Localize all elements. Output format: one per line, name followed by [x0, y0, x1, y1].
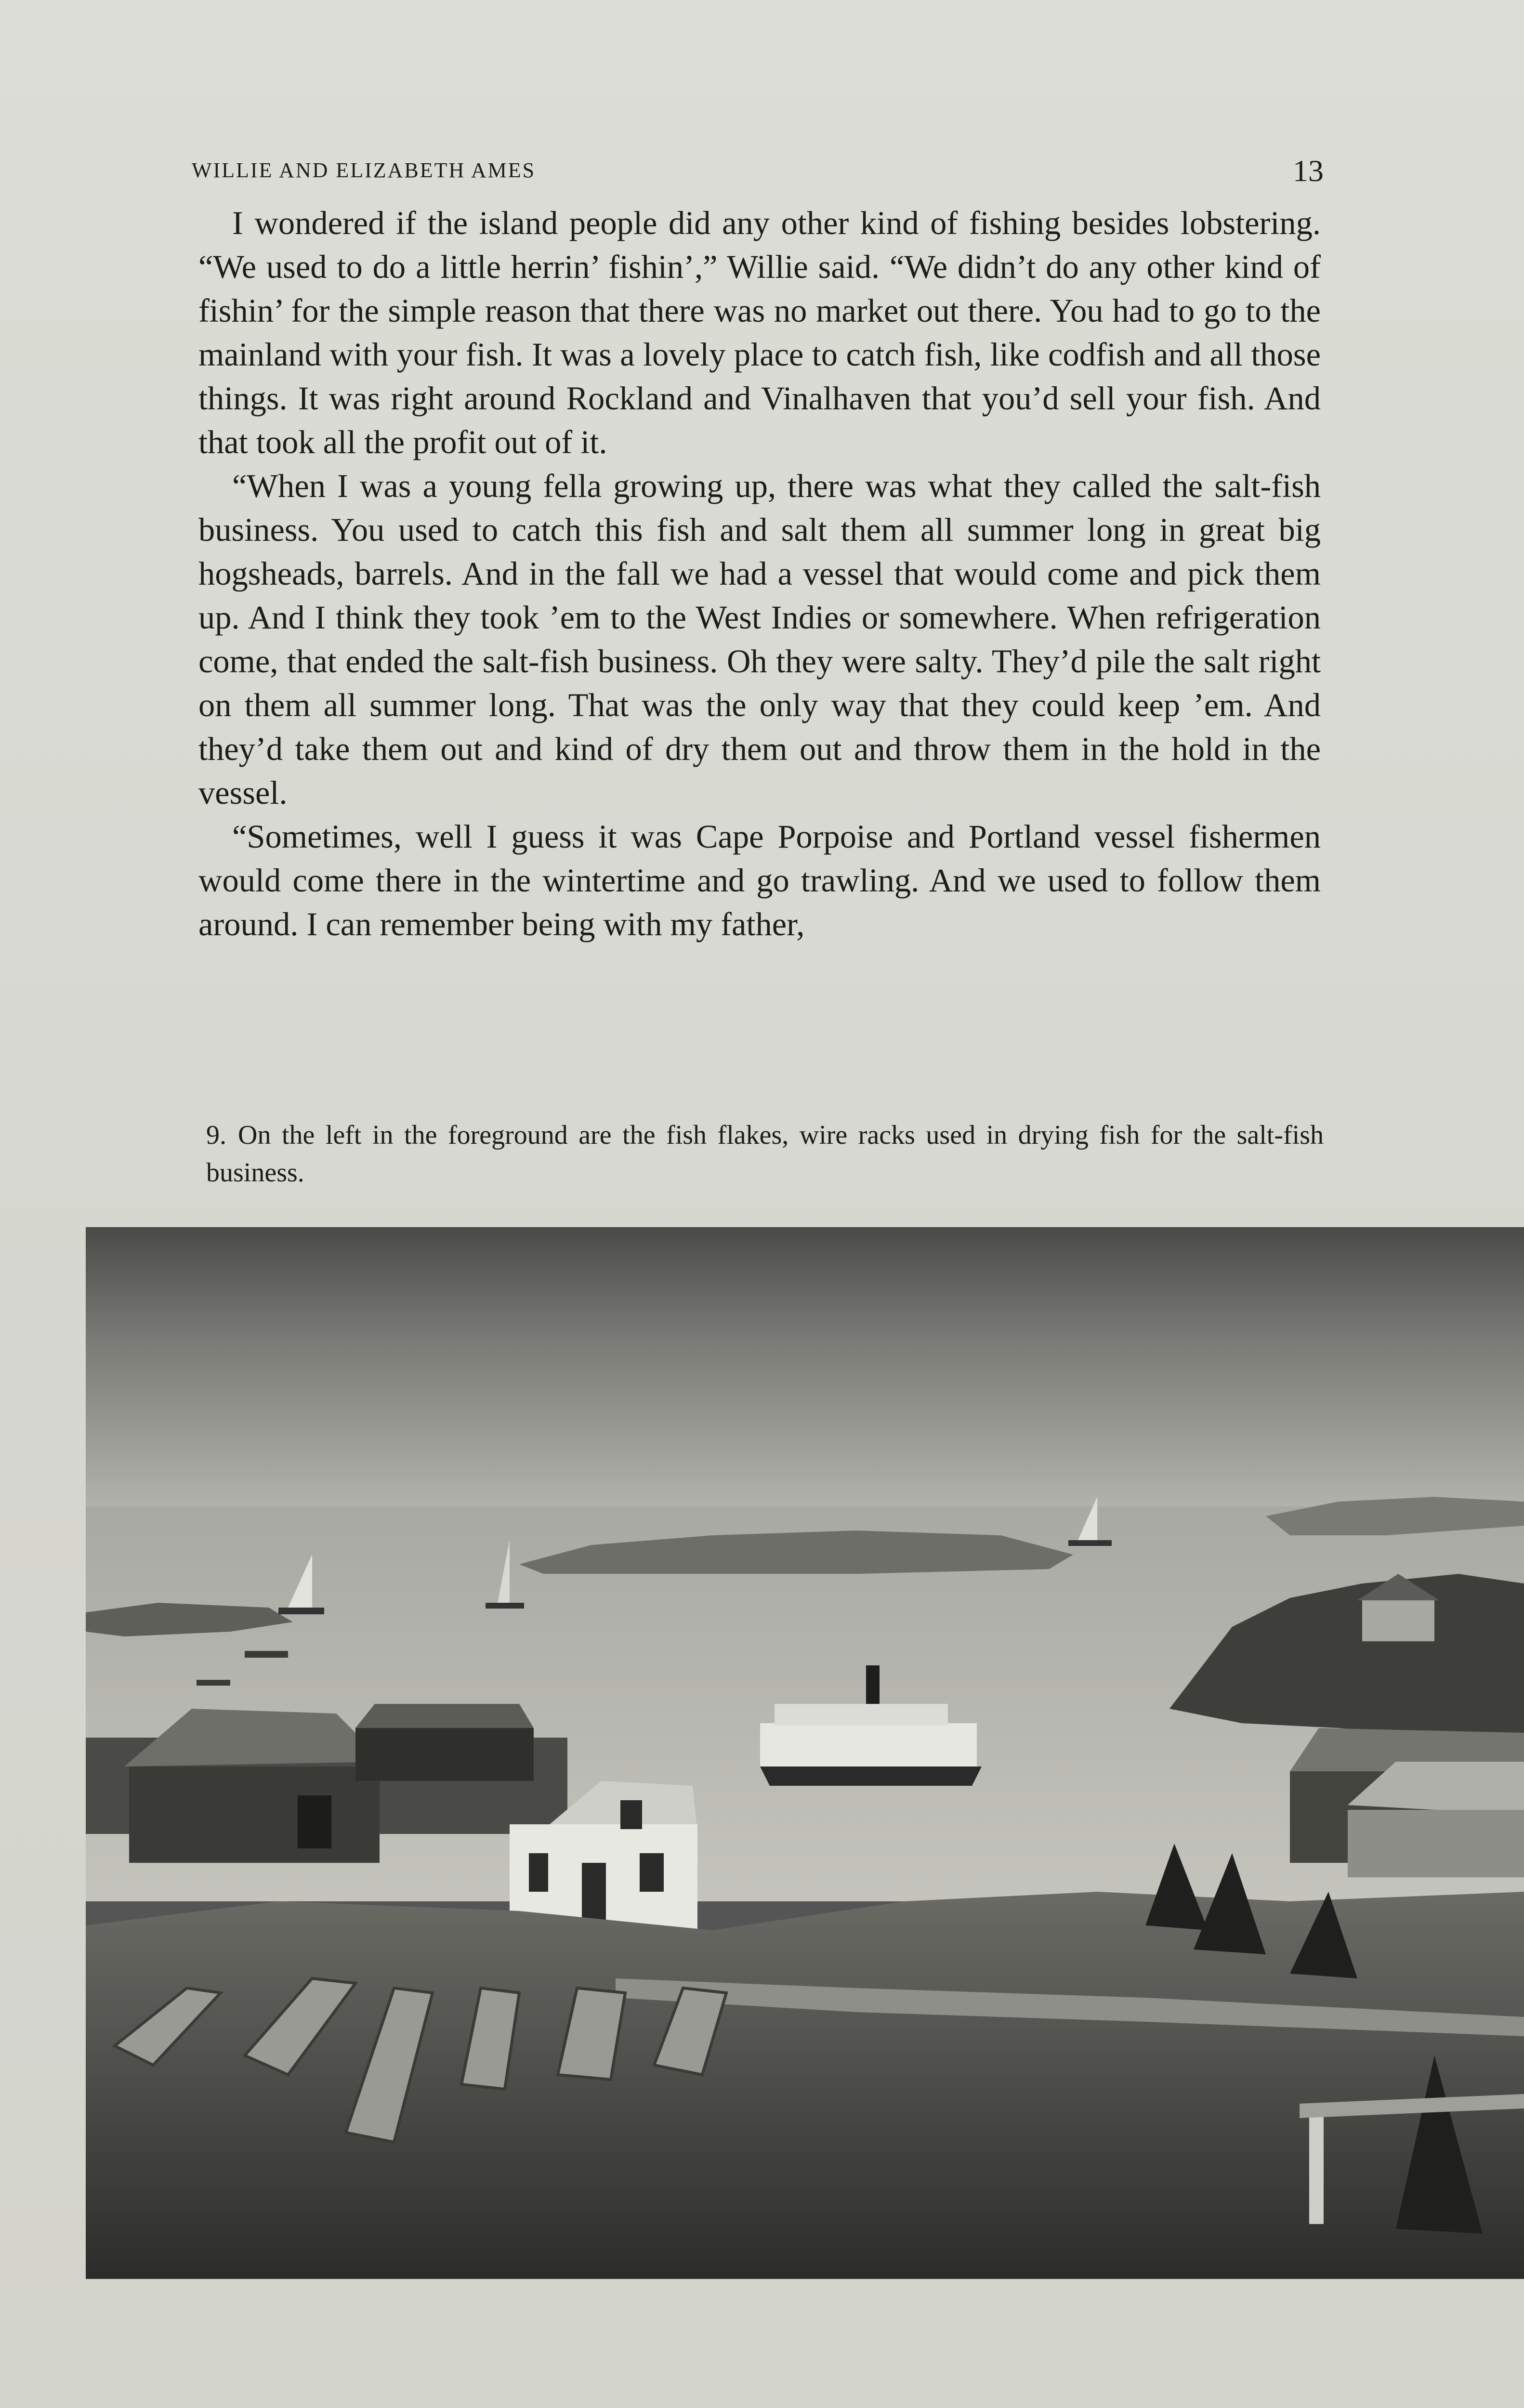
shed	[355, 1704, 534, 1781]
harbor-photograph-illustration	[86, 1227, 1524, 2279]
figure-caption	[206, 1116, 1324, 1191]
paragraph: I wondered if the island people did any other kind of fishing besides lobstering. “We used to do a little herrin’ fishin’,” Willie said. “We didn’t do any other kind of fishin’ for the simple reason that there was no market out there. You had to go to the mainland with your fish. It was a lovely place to catch fish, like codfish and all those things. It was right around Rockland and Vinalhaven that you’d sell your fish. And that took all the profit out of it.	[198, 205, 1321, 460]
page-number: 13	[1293, 154, 1324, 188]
figure-number: 9.	[206, 1120, 226, 1150]
fence-post	[1309, 2108, 1324, 2224]
paragraph: “Sometimes, well I guess it was Cape Porpoise and Portland vessel fishermen would come there in the wintertime and go trawling. And we used to follow them around. I can remember being with my father,	[198, 818, 1321, 942]
body-text	[198, 201, 1321, 946]
paragraph: “When I was a young fella growing up, there was what they called the salt-fish business. You used to catch this fish and salt them all summer long in great big hogsheads, barrels. And in the fall we had a vessel that would come and pick them up. And I think they took ’em to the West Indies or somewhere. When refrigeration come, that ended the salt-fish business. Oh they were salty. They’d pile the salt right on them all summer long. That was the only way that they could keep ’em. And they’d take them out and kind of dry them out and throw them in the hold in the vessel.	[198, 468, 1321, 811]
figure-caption-text: On the left in the foreground are the fish flakes, wire racks used in drying fish for the salt-fish business.	[206, 1120, 1324, 1188]
point-house	[1362, 1598, 1434, 1641]
running-head	[192, 153, 1324, 192]
harbor-photograph	[86, 1227, 1524, 2279]
rowboat	[245, 1651, 288, 1658]
sky	[86, 1227, 1524, 1526]
rowboat	[197, 1680, 230, 1686]
running-title: WILLIE AND ELIZABETH AMES	[192, 158, 536, 182]
